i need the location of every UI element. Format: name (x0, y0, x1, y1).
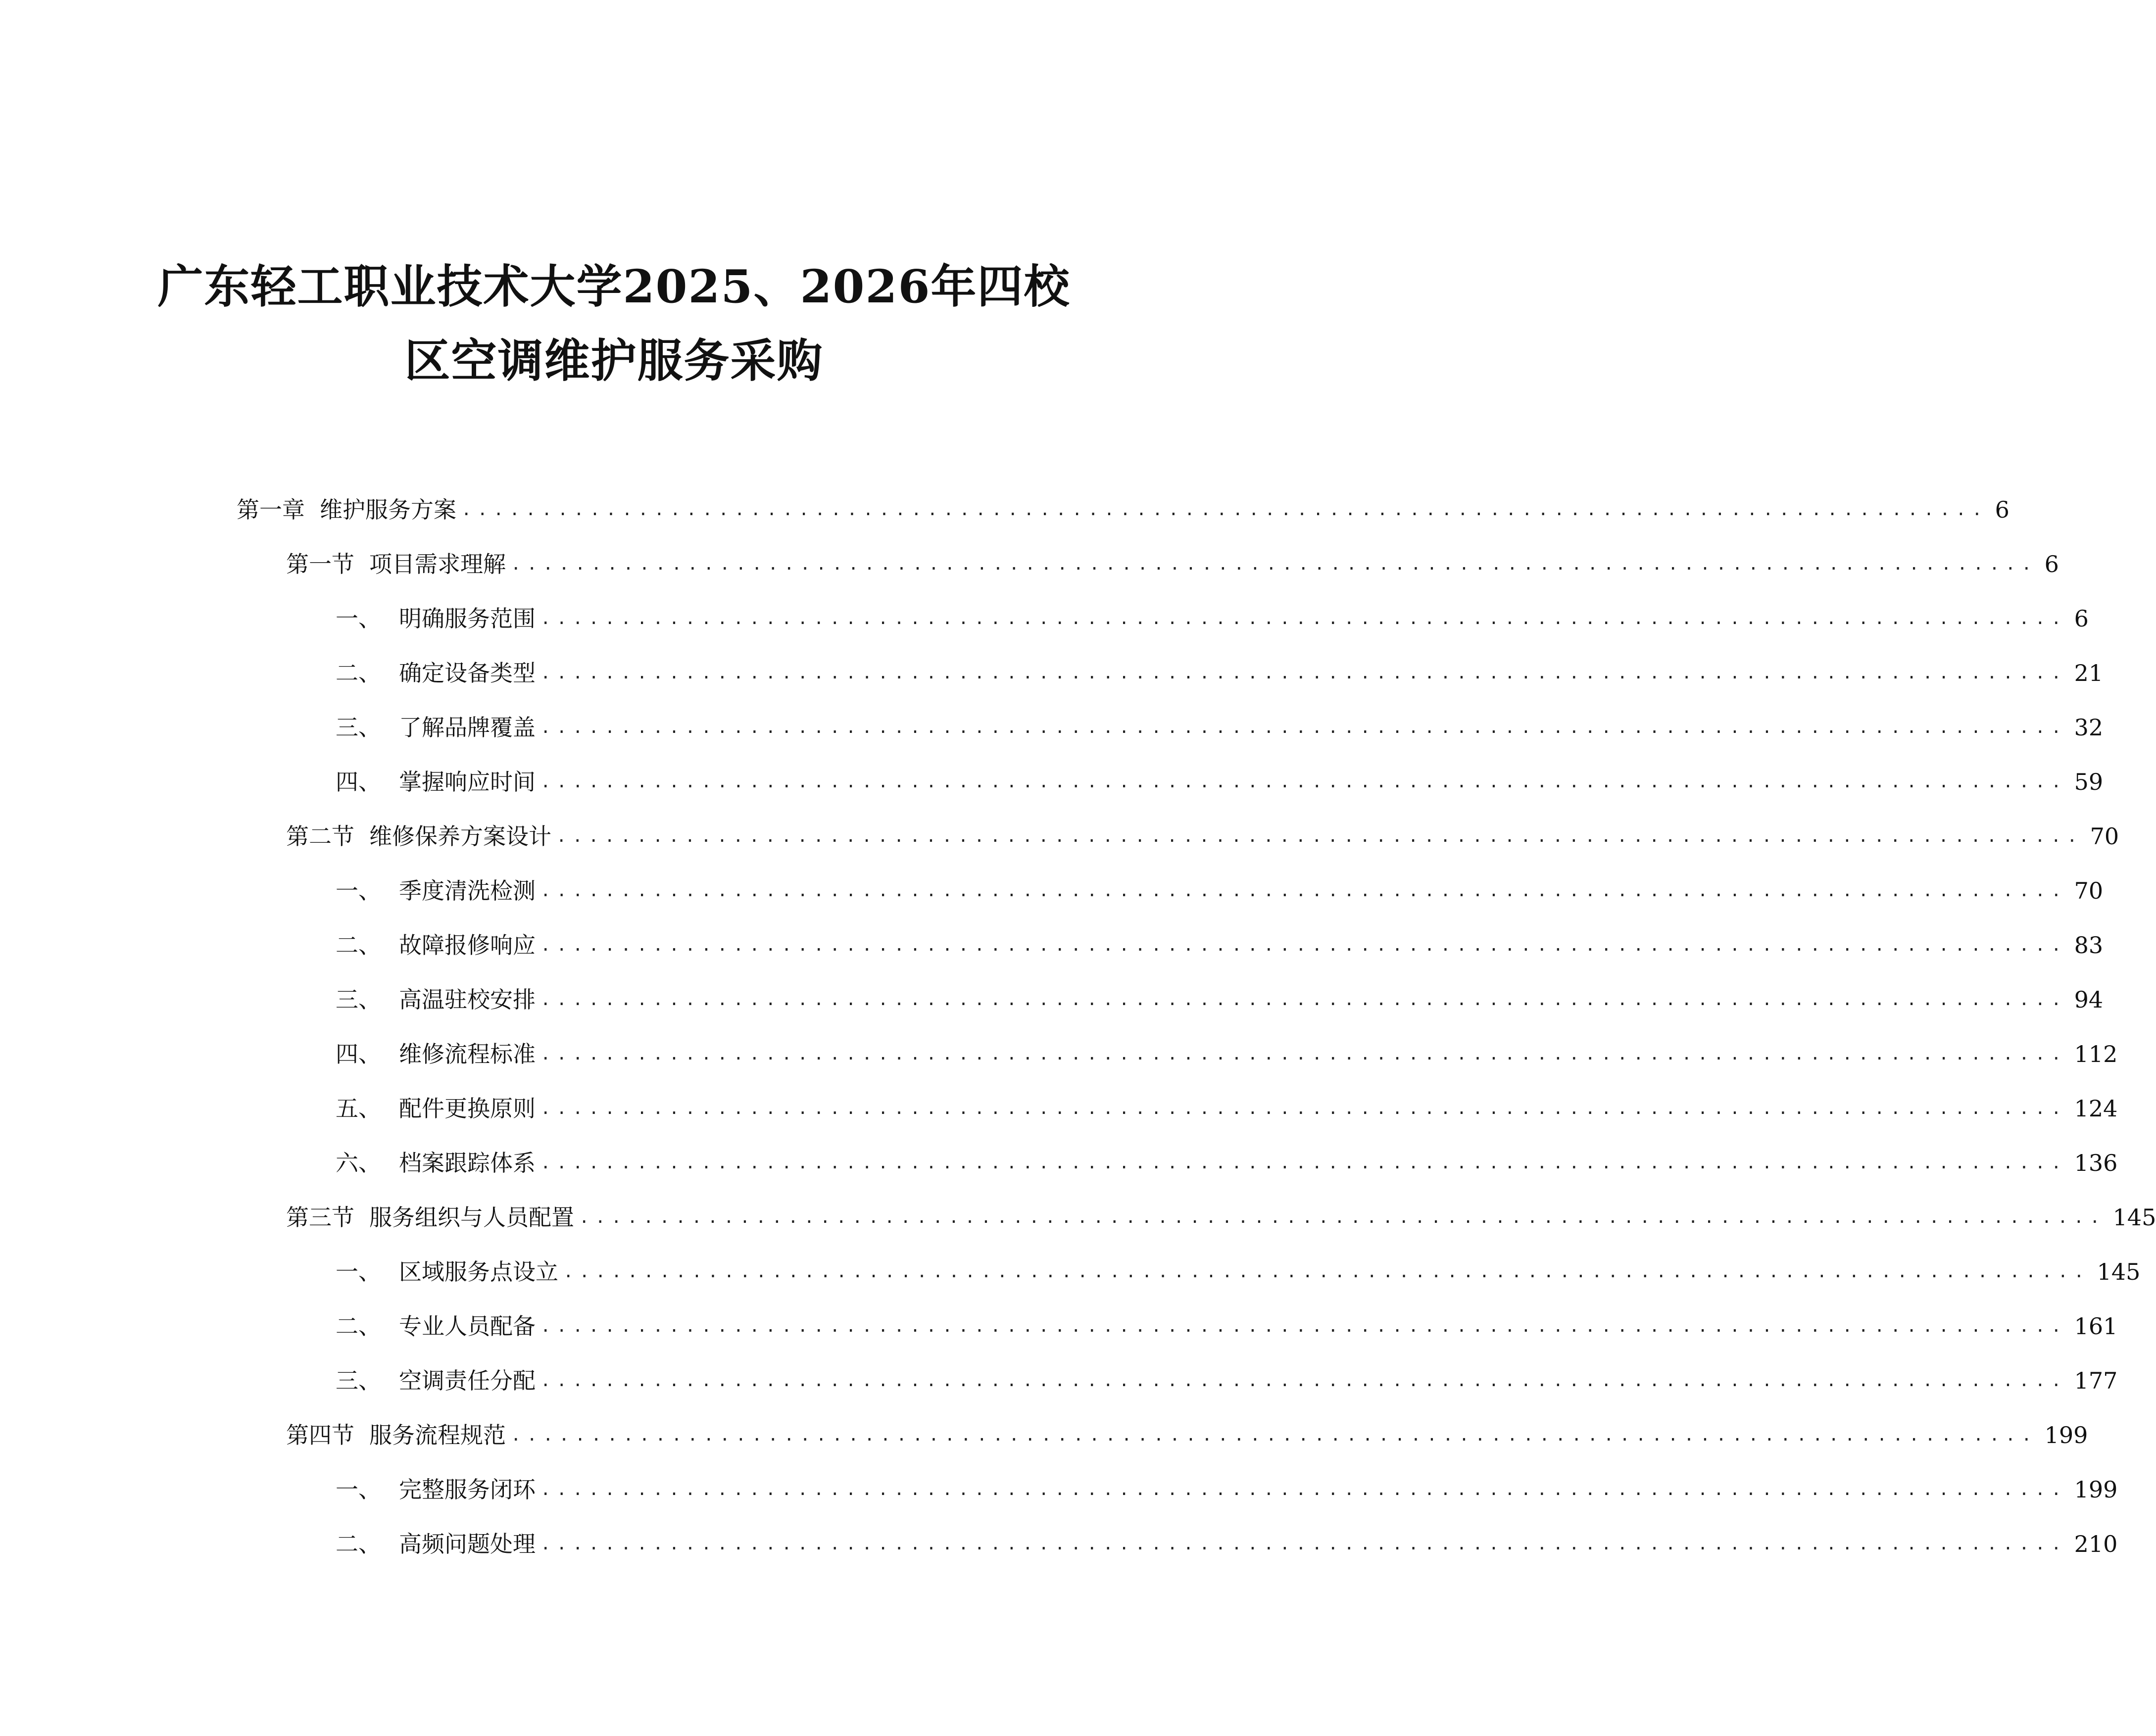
toc-entry-number: 第三节 (286, 1204, 354, 1231)
toc-entry-page: 6 (2044, 551, 2059, 578)
toc-entry-label: 服务流程规范 (369, 1422, 506, 1448)
toc-entry-number: 第四节 (286, 1422, 354, 1448)
toc-entry-label: 掌握响应时间 (399, 769, 536, 795)
toc-entry[interactable] (336, 708, 2104, 747)
toc-entry-label: 高温驻校安排 (399, 986, 536, 1013)
toc-dot-leader: ............................................................................................... (540, 935, 2067, 955)
toc-dot-leader: ............................................................................................... (579, 1207, 2106, 1227)
toc-dot-leader: ............................................................................................... (540, 1099, 2067, 1118)
toc-dot-leader: ............................................................................................... (540, 718, 2067, 737)
toc-entry-number: 五、 (336, 1095, 381, 1122)
toc-entry-page: 112 (2074, 1041, 2118, 1067)
toc-entry-number: 一、 (336, 1258, 381, 1285)
toc-entry-label: 季度清洗检测 (399, 877, 536, 904)
toc-entry-page: 136 (2074, 1150, 2118, 1176)
toc-entry[interactable] (286, 544, 2059, 584)
toc-entry-label: 维修流程标准 (399, 1041, 536, 1067)
toc-entry[interactable] (336, 1470, 2118, 1509)
document-title-line-2: 区空调维护服务采购 (404, 334, 824, 387)
toc-dot-leader: ............................................................................................... (540, 1480, 2067, 1499)
toc-entry-number: 二、 (336, 932, 381, 959)
toc-entry-label: 确定设备类型 (399, 660, 536, 686)
toc-entry-label: 维修保养方案设计 (369, 823, 551, 850)
toc-entry-page: 70 (2074, 877, 2104, 904)
toc-entry-page: 32 (2074, 714, 2104, 741)
toc-entry-label: 服务组织与人员配置 (369, 1204, 574, 1231)
toc-entry-page: 210 (2074, 1531, 2118, 1557)
toc-entry-number: 一、 (336, 1476, 381, 1503)
toc-entry-number: 三、 (336, 986, 381, 1013)
toc-entry[interactable] (336, 871, 2104, 911)
toc-entry-label: 完整服务闭环 (399, 1476, 536, 1503)
toc-entry[interactable] (336, 1361, 2118, 1400)
toc-dot-leader: ............................................................................................... (540, 1044, 2067, 1064)
toc-entry-label: 明确服务范围 (399, 605, 536, 632)
toc-dot-leader: ............................................................................................... (511, 1425, 2038, 1445)
toc-dot-leader: ............................................................................................... (540, 1316, 2067, 1336)
document-title-line-1: 广东轻工职业技术大学2025、2026年四校 (157, 260, 1071, 313)
toc-entry[interactable] (336, 925, 2104, 965)
toc-dot-leader: ............................................................................................... (540, 1534, 2067, 1554)
toc-entry-page: 145 (2097, 1258, 2141, 1285)
toc-entry[interactable] (336, 980, 2104, 1019)
toc-entry-number: 第一章 (237, 496, 305, 523)
toc-entry-number: 一、 (336, 877, 381, 904)
toc-dot-leader: ............................................................................................... (540, 881, 2067, 901)
toc-entry-number: 二、 (336, 1313, 381, 1340)
toc-entry[interactable] (336, 653, 2104, 693)
toc-entry-page: 6 (1995, 496, 2009, 523)
toc-entry-page: 199 (2074, 1476, 2118, 1503)
toc-entry[interactable] (286, 1198, 2156, 1237)
toc-entry[interactable] (336, 1524, 2118, 1564)
toc-dot-leader: ............................................................................................... (556, 826, 2083, 846)
toc-entry-label: 配件更换原则 (399, 1095, 536, 1122)
toc-entry[interactable] (336, 599, 2089, 638)
toc-entry-number: 四、 (336, 769, 381, 795)
toc-entry-page: 177 (2074, 1367, 2118, 1394)
toc-entry-label: 专业人员配备 (399, 1313, 536, 1340)
toc-entry-page: 83 (2074, 932, 2104, 959)
toc-entry[interactable] (336, 1034, 2118, 1074)
toc-entry[interactable] (336, 1252, 2141, 1292)
toc-entry-page: 161 (2074, 1313, 2118, 1340)
toc-entry-number: 四、 (336, 1041, 381, 1067)
toc-entry-page: 6 (2074, 605, 2089, 632)
toc-dot-leader: ............................................................................................... (540, 1153, 2067, 1173)
toc-entry-number: 第一节 (286, 551, 354, 578)
toc-entry-page: 124 (2074, 1095, 2118, 1122)
toc-entry-label: 区域服务点设立 (399, 1258, 558, 1285)
toc-entry-page: 21 (2074, 660, 2104, 686)
toc-entry-number: 三、 (336, 714, 381, 741)
toc-entry-page: 70 (2090, 823, 2119, 850)
toc-entry[interactable] (286, 1415, 2088, 1455)
toc-entry-page: 199 (2044, 1422, 2088, 1448)
toc-entry-label: 高频问题处理 (399, 1531, 536, 1557)
toc-entry[interactable] (336, 1143, 2118, 1183)
toc-dot-leader: ............................................................................................... (540, 663, 2067, 683)
toc-dot-leader: ............................................................................................... (461, 500, 1988, 520)
toc-dot-leader: ............................................................................................... (540, 1371, 2067, 1391)
toc-entry-number: 二、 (336, 1531, 381, 1557)
toc-dot-leader: ............................................................................................... (540, 772, 2067, 792)
toc-dot-leader: ............................................................................................... (563, 1262, 2090, 1282)
toc-entry-number: 一、 (336, 605, 381, 632)
toc-entry-number: 三、 (336, 1367, 381, 1394)
toc-entry-label: 维护服务方案 (320, 496, 456, 523)
toc-entry-page: 94 (2074, 986, 2104, 1013)
toc-entry-label: 故障报修响应 (399, 932, 536, 959)
toc-entry-label: 档案跟踪体系 (399, 1150, 536, 1176)
toc-entry-number: 六、 (336, 1150, 381, 1176)
toc-entry[interactable] (336, 1306, 2118, 1346)
toc-dot-leader: ............................................................................................... (540, 609, 2067, 628)
toc-entry[interactable] (336, 762, 2104, 802)
toc-entry-page: 145 (2112, 1204, 2156, 1231)
toc-entry-label: 空调责任分配 (399, 1367, 536, 1394)
toc-entry[interactable] (286, 817, 2119, 856)
toc-entry[interactable] (336, 1089, 2118, 1128)
toc-entry-label: 了解品牌覆盖 (399, 714, 536, 741)
toc-entry-number: 第二节 (286, 823, 354, 850)
toc-entry[interactable] (237, 490, 2009, 530)
toc-entry-page: 59 (2074, 769, 2104, 795)
toc-entry-number: 二、 (336, 660, 381, 686)
toc-dot-leader: ............................................................................................... (511, 554, 2038, 574)
toc-entry-label: 项目需求理解 (369, 551, 506, 578)
toc-dot-leader: ............................................................................................... (540, 990, 2067, 1010)
